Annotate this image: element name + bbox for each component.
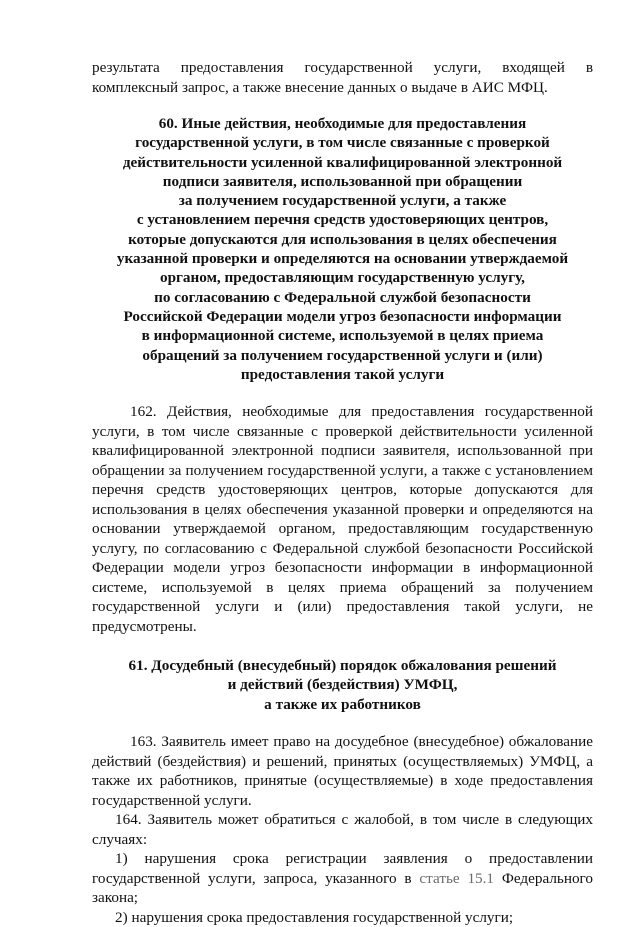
heading-line: и действий (бездействия) УМФЦ, — [227, 676, 458, 694]
heading-line: 60. Иные действия, необходимые для предоставления — [158, 115, 527, 132]
text-line: действий (бездействия) и решений, принятых (осуществляемых) УМФЦ, а — [92, 752, 593, 770]
text-line: услуги, в том числе связанные с проверкой действительности усиленной — [92, 422, 593, 440]
heading-line: государственной услуги, в том числе связанные с проверкой — [135, 134, 550, 152]
text-line: государственной услуги. — [92, 791, 252, 809]
heading-line: по согласованию с Федеральной службой безопасности — [154, 288, 531, 306]
heading-line: которые допускаются для использования в целях обеспечения — [128, 230, 557, 248]
text-fragment: Федерального — [494, 869, 593, 887]
text-line: услугу, по согласованию с Федеральной службой безопасности Российской — [92, 539, 593, 557]
law-article-link[interactable]: статье 15.1 — [419, 869, 495, 887]
text-line: 2) нарушения срока предоставления государственной услуги; — [115, 908, 514, 926]
heading-line: в информационной системе, используемой в целях приема — [141, 327, 544, 345]
heading-line: действительности усиленной квалифицированной электронной — [122, 153, 563, 171]
heading-line: подписи заявителя, использованной при обращении — [162, 172, 523, 190]
text-line: государственной услуги и (или) предоставления такой услуги, не — [92, 598, 593, 616]
text-line: обращении за получением государственной услуги, а также с установлением — [92, 461, 593, 479]
text-line: 163. Заявитель имеет право на досудебное (внесудебное) обжалование — [130, 733, 593, 751]
text-line: закона; — [92, 889, 139, 907]
intro-paragraph — [92, 58, 593, 97]
heading-line: обращений за получением государственной услуги и (или) — [142, 346, 543, 364]
text-line: также их работников, принятые (осуществляемые) в ходе предоставления — [92, 772, 593, 790]
section-60-heading — [92, 114, 593, 384]
heading-line: а также их работников — [264, 695, 421, 713]
text-line: перечня средств удостоверяющих центров, которые допускаются для — [92, 481, 593, 499]
list-item-1 — [92, 849, 593, 908]
heading-line: за получением государственной услуги, а также — [178, 192, 507, 210]
section-61-heading — [92, 656, 593, 714]
text-line: случаях: — [92, 830, 148, 848]
text-line: 162. Действия, необходимые для предоставления государственной — [130, 403, 593, 421]
paragraph-162 — [92, 402, 593, 636]
heading-line: Российской Федерации модели угроз безопасности информации — [123, 307, 562, 325]
heading-line: с установлением перечня средств удостоверяющих центров, — [136, 211, 549, 229]
heading-line: органом, предоставляющим государственную услугу, — [160, 269, 525, 287]
text-line: предусмотрены. — [92, 617, 197, 635]
heading-line: указанной проверки и определяются на основании утверждаемой — [116, 250, 569, 268]
text-line: 164. Заявитель может обратиться с жалобой, в том числе в следующих — [115, 811, 593, 829]
text-line: системе, используемой в целях приема обращений за получением — [92, 578, 593, 596]
list-item-2 — [92, 908, 593, 927]
paragraph-164 — [92, 810, 593, 849]
paragraph-163 — [92, 732, 593, 810]
heading-line: предоставления такой услуги — [240, 365, 445, 383]
text-line — [92, 869, 593, 889]
heading-line: 61. Досудебный (внесудебный) порядок обжалования решений — [128, 657, 557, 675]
text-line: основании утверждаемой органом, предоставляющим государственную — [92, 520, 593, 538]
text-fragment: государственной услуги, запроса, указанного в — [92, 869, 420, 887]
text-line: результата предоставления государственной услуги, входящей в — [92, 59, 593, 76]
text-line: 1) нарушения срока регистрации заявления о предоставлении — [115, 850, 593, 868]
text-line: квалифицированной электронной подписи заявителя, использованной при — [92, 442, 593, 460]
document-page — [92, 58, 593, 927]
text-line: Федерации модели угроз безопасности информации в информационной — [92, 559, 593, 577]
text-line: комплексный запрос, а также внесение данных о выдаче в АИС МФЦ. — [92, 78, 548, 96]
text-line: использования в целях обеспечения указанной проверки и определяются на — [92, 500, 593, 518]
